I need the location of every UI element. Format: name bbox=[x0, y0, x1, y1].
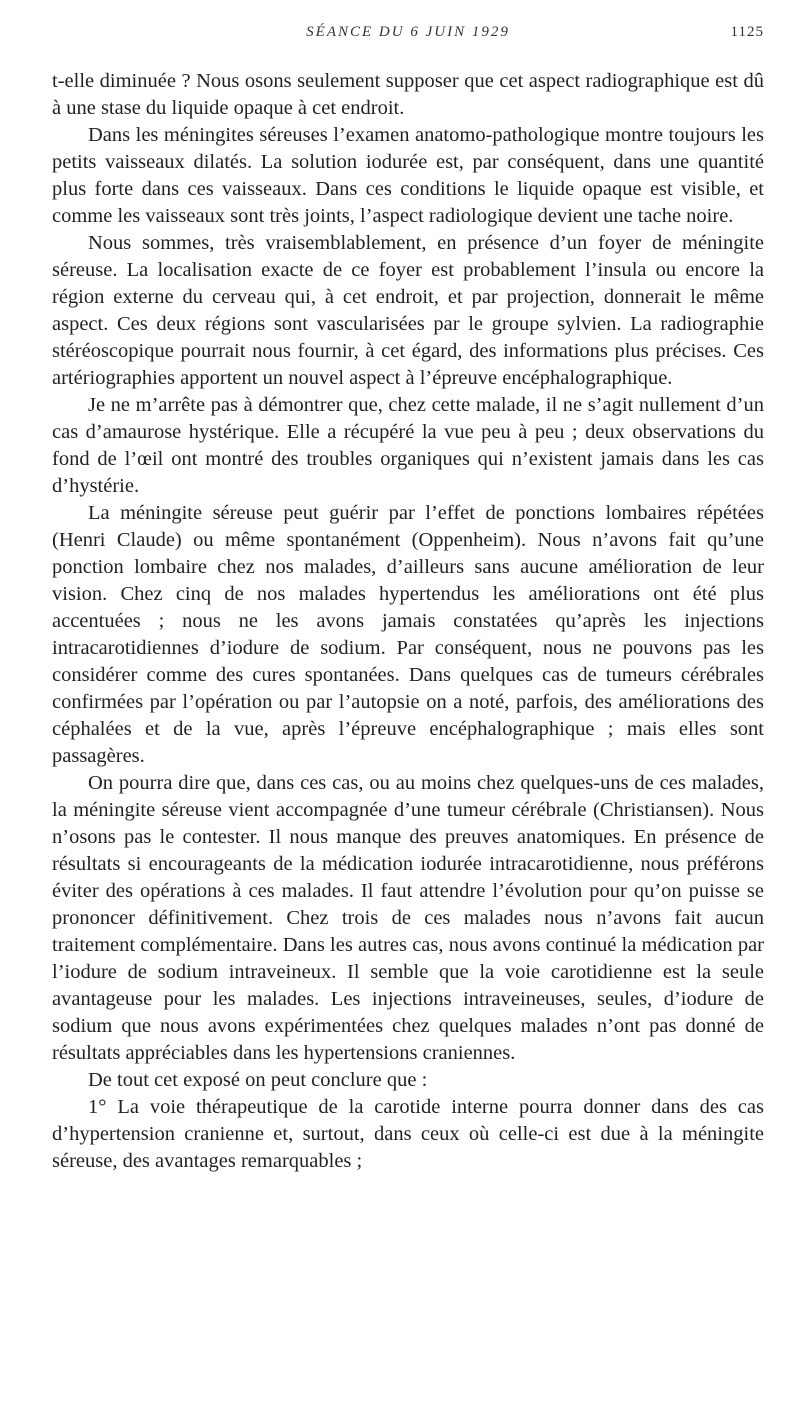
paragraph: La méningite séreuse peut guérir par l’effet de ponctions lombaires répétées (Henri Claude) ou même spontanément (Oppenheim). Nous n’avons fait qu’une ponction lombaire chez nos malades, d’ailleurs sans aucune amélioration de leur vision. Chez cinq de nos malades hypertendus les améliorations ont été plus accentuées ; nous ne les avons jamais constatées qu’après les injections intracarotidiennes d’iodure de sodium. Par conséquent, nous ne pouvons pas les considérer comme des cures spontanées. Dans quelques cas de tumeurs cérébrales confirmées par l’opération ou par l’autopsie on a noté, parfois, des améliorations des céphalées et de la vue, après l’épreuve encéphalographique ; mais elles sont passagères. bbox=[52, 502, 764, 767]
running-title: SÉANCE DU 6 JUIN 1929 bbox=[306, 24, 510, 40]
paragraph: De tout cet exposé on peut conclure que : bbox=[88, 1069, 428, 1091]
paragraph: t-elle diminuée ? Nous osons seulement supposer que cet aspect radiographique est dû à une stase du liquide opaque à cet endroit. bbox=[52, 70, 764, 119]
running-header bbox=[52, 24, 764, 50]
body-text bbox=[52, 68, 764, 1175]
paragraph: Nous sommes, très vraisemblablement, en présence d’un foyer de méningite séreuse. La localisation exacte de ce foyer est probablement l’insula ou encore la région externe du cerveau qui, à cet endroit, et par projection, donnerait le même aspect. Ces deux régions sont vascularisées par le groupe sylvien. La radiographie stéréoscopique pourrait nous fournir, à cet égard, des informations plus précises. Ces artériographies apportent un nouvel aspect à l’épreuve encéphalographique. bbox=[52, 232, 764, 389]
paragraph: Dans les méningites séreuses l’examen anatomo-pathologique montre toujours les petits vaisseaux dilatés. La solution iodurée est, par conséquent, dans une quantité plus forte dans ces vaisseaux. Dans ces conditions le liquide opaque est visible, et comme les vaisseaux sont très joints, l’aspect radiologique devient une tache noire. bbox=[52, 124, 764, 227]
page-number: 1125 bbox=[730, 24, 764, 40]
paragraph: Je ne m’arrête pas à démontrer que, chez cette malade, il ne s’agit nullement d’un cas d’amaurose hystérique. Elle a récupéré la vue peu à peu ; deux observations du fond de l’œil ont montré des troubles organiques qui n’existent jamais dans les cas d’hystérie. bbox=[52, 394, 764, 497]
paragraph: 1° La voie thérapeutique de la carotide interne pourra donner dans des cas d’hypertension cranienne et, surtout, dans ceux où celle-ci est due à la méningite séreuse, des avantages remarquables ; bbox=[52, 1096, 764, 1172]
paragraph: On pourra dire que, dans ces cas, ou au moins chez quelques-uns de ces malades, la méningite séreuse vient accompagnée d’une tumeur cérébrale (Christiansen). Nous n’osons pas le contester. Il nous manque des preuves anatomiques. En présence de résultats si encourageants de la médication iodurée intracarotidienne, nous préférons éviter des opérations à ces malades. Il faut attendre l’évolution pour qu’on puisse se prononcer définitivement. Chez trois de ces malades nous n’avons fait aucun traitement complémentaire. Dans les autres cas, nous avons continué la médication par l’iodure de sodium intraveineux. Il semble que la voie carotidienne est la seule avantageuse pour les malades. Les injections intraveineuses, seules, d’iodure de sodium que nous avons expérimentées chez quelques malades n’ont pas donné de résultats appréciables dans les hypertensions craniennes. bbox=[52, 772, 764, 1064]
